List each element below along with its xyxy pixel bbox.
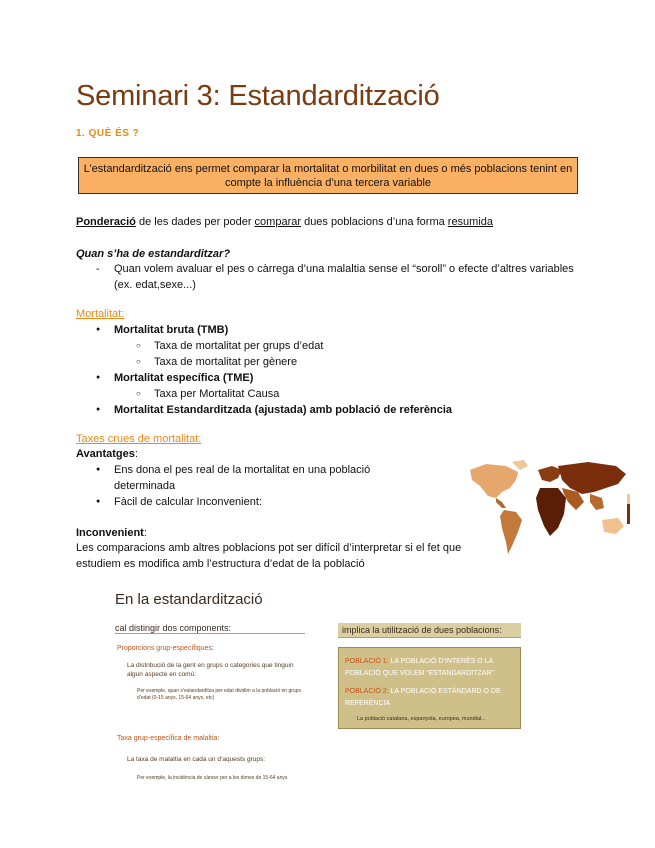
page-title: Seminari 3: Estandardització: [76, 80, 440, 112]
world-mortality-map-image: [466, 458, 636, 558]
map-greenland: [512, 460, 528, 470]
mortalitat-item: ● Mortalitat bruta (TMB): [76, 322, 596, 338]
avantatges-list: [76, 462, 416, 510]
mortalitat-item: ● Mortalitat Estandarditzada (ajustada) amb població de referència: [76, 402, 596, 418]
slide-prop-heading: Proporcions grup-específiques:: [117, 645, 214, 652]
slide-poblacio-1: [345, 656, 517, 680]
inconvenient-heading: Inconvenient:: [76, 527, 147, 539]
avantatges-heading-text: Avantatges: [76, 448, 135, 460]
slide-poblacio-2: [345, 686, 517, 710]
mortalitat-list: [76, 322, 596, 418]
quan-heading: Quan s’ha de estandarditzar?: [76, 248, 231, 260]
quan-item: - Quan volem avaluar el pes o càrrega d’una malaltia sense el “soroll” o efecte d’altres variables (ex. edat,sexe...): [76, 261, 584, 293]
map-africa: [536, 488, 566, 536]
poblacio-2-text: LA POBLACIÓ ESTÀNDARD O DE REFERÈNCIA: [345, 688, 501, 707]
definition-callout: L’estandardització ens permet comparar la mortalitat o morbilitat en dues o més poblacions tenint en compte la influència d’una tercera variable: [78, 157, 578, 194]
avantatge-item: ● Ens dona el pes real de la mortalitat en una població determinada: [76, 462, 416, 494]
mortalitat-subitem: ○ Taxa per Mortalitat Causa: [76, 386, 596, 402]
slide-left-header: cal distingir dos components:: [115, 623, 305, 634]
slide-right-header: implica la utilització de dues poblacions:: [338, 623, 521, 638]
map-legend-bar-light: [627, 494, 630, 504]
mortalitat-subitem: ○ Taxa de mortalitat per grups d’edat: [76, 338, 596, 354]
section-heading-que-es: 1. QUÈ ÉS ?: [76, 128, 140, 139]
map-australia: [602, 518, 624, 534]
poblacio-1-label: POBLACIÓ 1:: [345, 658, 389, 665]
map-europe: [538, 466, 562, 482]
ponderacio-word: Ponderació: [76, 216, 136, 228]
inconvenient-heading-text: Inconvenient: [76, 527, 144, 539]
map-southeast-asia: [590, 494, 604, 510]
avantatge-item: ● Fàcil de calcular Inconvenient:: [76, 494, 416, 510]
mortalitat-item: ● Mortalitat específica (TME): [76, 370, 596, 386]
embedded-slide: [105, 585, 545, 800]
ponderacio-text-1: de les dades per poder: [135, 216, 255, 228]
mortalitat-link[interactable]: Mortalitat:: [76, 308, 125, 320]
slide-taxa-item: La taxa de malaltia en cada un d’aquests grups:: [127, 756, 266, 763]
slide-poblacio-2-sub: La població catalana, espanyola, europea, mundial...: [357, 716, 486, 722]
taxes-crues-link[interactable]: Taxes crues de mortalitat:: [76, 433, 202, 445]
poblacio-1-text: LA POBLACIÓ D’INTERÈS O LA POBLACIÓ QUE VOLEM “ESTANDARDITZAR”: [345, 658, 494, 677]
ponderacio-line: [76, 214, 493, 230]
slide-prop-sub: Per exemple, quan s’estandarditza per edat dividim a la població en grups d’edat (0-15 anys, 15-64 anys, etc): [137, 688, 301, 701]
map-asia: [558, 462, 626, 494]
comparar-word: comparar: [254, 216, 302, 228]
avantatges-heading: Avantatges:: [76, 448, 138, 460]
slide-poblacions-box: [338, 647, 521, 729]
map-south-america: [500, 510, 522, 554]
slide-prop-item: La distribució de la gent en grups o categories que tinguin algun aspecte en comú:: [127, 662, 294, 678]
inconvenient-text: Les comparacions amb altres poblacions pot ser difícil d’interpretar si el fet que estudiem es modifica amb l’estructura d’edat de la població: [76, 542, 462, 570]
mortalitat-subitem: ○ Taxa de mortalitat per gènere: [76, 354, 596, 370]
slide-taxa-sub: Per exemple, la incidència de càncer per a les dones de 15-64 anys: [137, 775, 288, 781]
map-north-america: [470, 464, 518, 498]
poblacio-2-label: POBLACIÓ 2:: [345, 688, 389, 695]
map-central-america: [496, 498, 506, 508]
resumida-word: resumida: [447, 216, 494, 228]
slide-taxa-heading: Taxa grup-específica de malaltia:: [117, 735, 220, 742]
slide-title: En la estandardització: [115, 591, 263, 608]
ponderacio-text-2: dues poblacions d’una forma: [301, 216, 448, 228]
